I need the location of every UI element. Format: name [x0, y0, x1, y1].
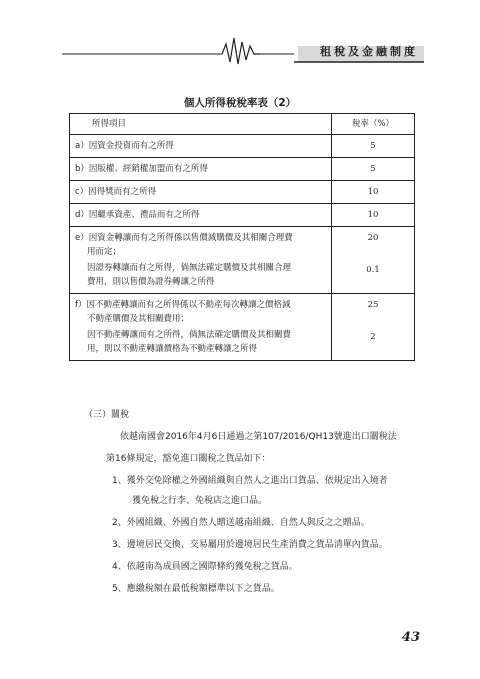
row-item: a）因資金投資而有之所得	[70, 135, 332, 158]
row-item-multiline	[70, 294, 332, 361]
list-item: 1、獲外交免除權之外國組織與自然人之進出口貨品、依規定出入境者	[112, 476, 388, 486]
table-row	[70, 227, 415, 294]
tax-rate-table	[69, 113, 415, 361]
list-item-continuation: 獲免稅之行李、免稅店之進口品。	[132, 496, 268, 506]
row-rate-multiline	[332, 294, 415, 361]
running-header	[62, 30, 424, 70]
table-row	[70, 204, 415, 227]
row-item: b）因版權、經銷權加盟而有之所得	[70, 158, 332, 181]
column-header-rate: 稅率（%）	[332, 114, 415, 135]
row-rate: 20	[367, 233, 379, 243]
row-item: c）因得獎而有之所得	[70, 181, 332, 204]
table-row	[70, 181, 415, 204]
list-item: 3、邊境居民交換、交易屬用於邊境居民生產消費之貨品清單內貨品。	[112, 540, 388, 550]
row-item-line: 用而定；	[87, 247, 122, 257]
row-item-line: 因證券轉讓而有之所得，倘無法確定購價及其相關合理	[87, 263, 292, 273]
row-item: d）因繼承資產、禮品而有之所得	[70, 204, 332, 227]
intro-line: 第16條規定，豁免進口關稅之貨品如下：	[106, 454, 271, 464]
row-item-line: e）因資金轉讓而有之所得係以售價減購價及其相關合理費	[75, 233, 293, 243]
row-rate: 10	[332, 181, 415, 204]
section-heading: （三）關稅	[84, 410, 130, 420]
list-item: 4、依越南為成員國之國際條約獲免稅之貨品。	[112, 562, 298, 572]
row-rate: 0.1	[366, 265, 380, 275]
table-row	[70, 294, 415, 361]
row-rate-multiline	[332, 227, 415, 294]
table-header-row	[70, 114, 415, 135]
row-rate: 2	[370, 332, 376, 342]
row-rate: 25	[367, 300, 379, 310]
column-header-item: 所得項目	[70, 114, 332, 135]
table-row	[70, 135, 415, 158]
list-item: 5、應繳稅額在最低稅額標準以下之貨品。	[112, 584, 280, 594]
row-rate: 10	[332, 204, 415, 227]
row-rate: 5	[332, 135, 415, 158]
row-item-line: 費用，則以售價為證券轉讓之所得	[87, 277, 215, 287]
table-row	[70, 158, 415, 181]
row-item-line: 不動產購價及其相關費用；	[87, 314, 190, 324]
row-item-line: f）因不動產轉讓而有之所得係以不動產每次轉讓之價格減	[75, 300, 291, 310]
row-rate: 5	[332, 158, 415, 181]
header-title: 租稅及金融制度	[320, 45, 418, 58]
list-item: 2、外國組織、外國自然人贈送越南組織、自然人與反之之贈品。	[112, 518, 370, 528]
row-item-line: 用，則以不動產轉讓價格為不動產轉讓之所得	[87, 344, 258, 354]
intro-line: 依越南國會2016年4月6日通過之第107/2016/QH13號進出口關稅法	[120, 432, 397, 442]
table-title: 個人所得稅稅率表（2）	[183, 97, 297, 109]
row-item-multiline	[70, 227, 332, 294]
page-number: 43	[401, 630, 420, 645]
row-item-line: 因不動產轉讓而有之所得，倘無法確定購價及其相關費	[87, 330, 292, 340]
